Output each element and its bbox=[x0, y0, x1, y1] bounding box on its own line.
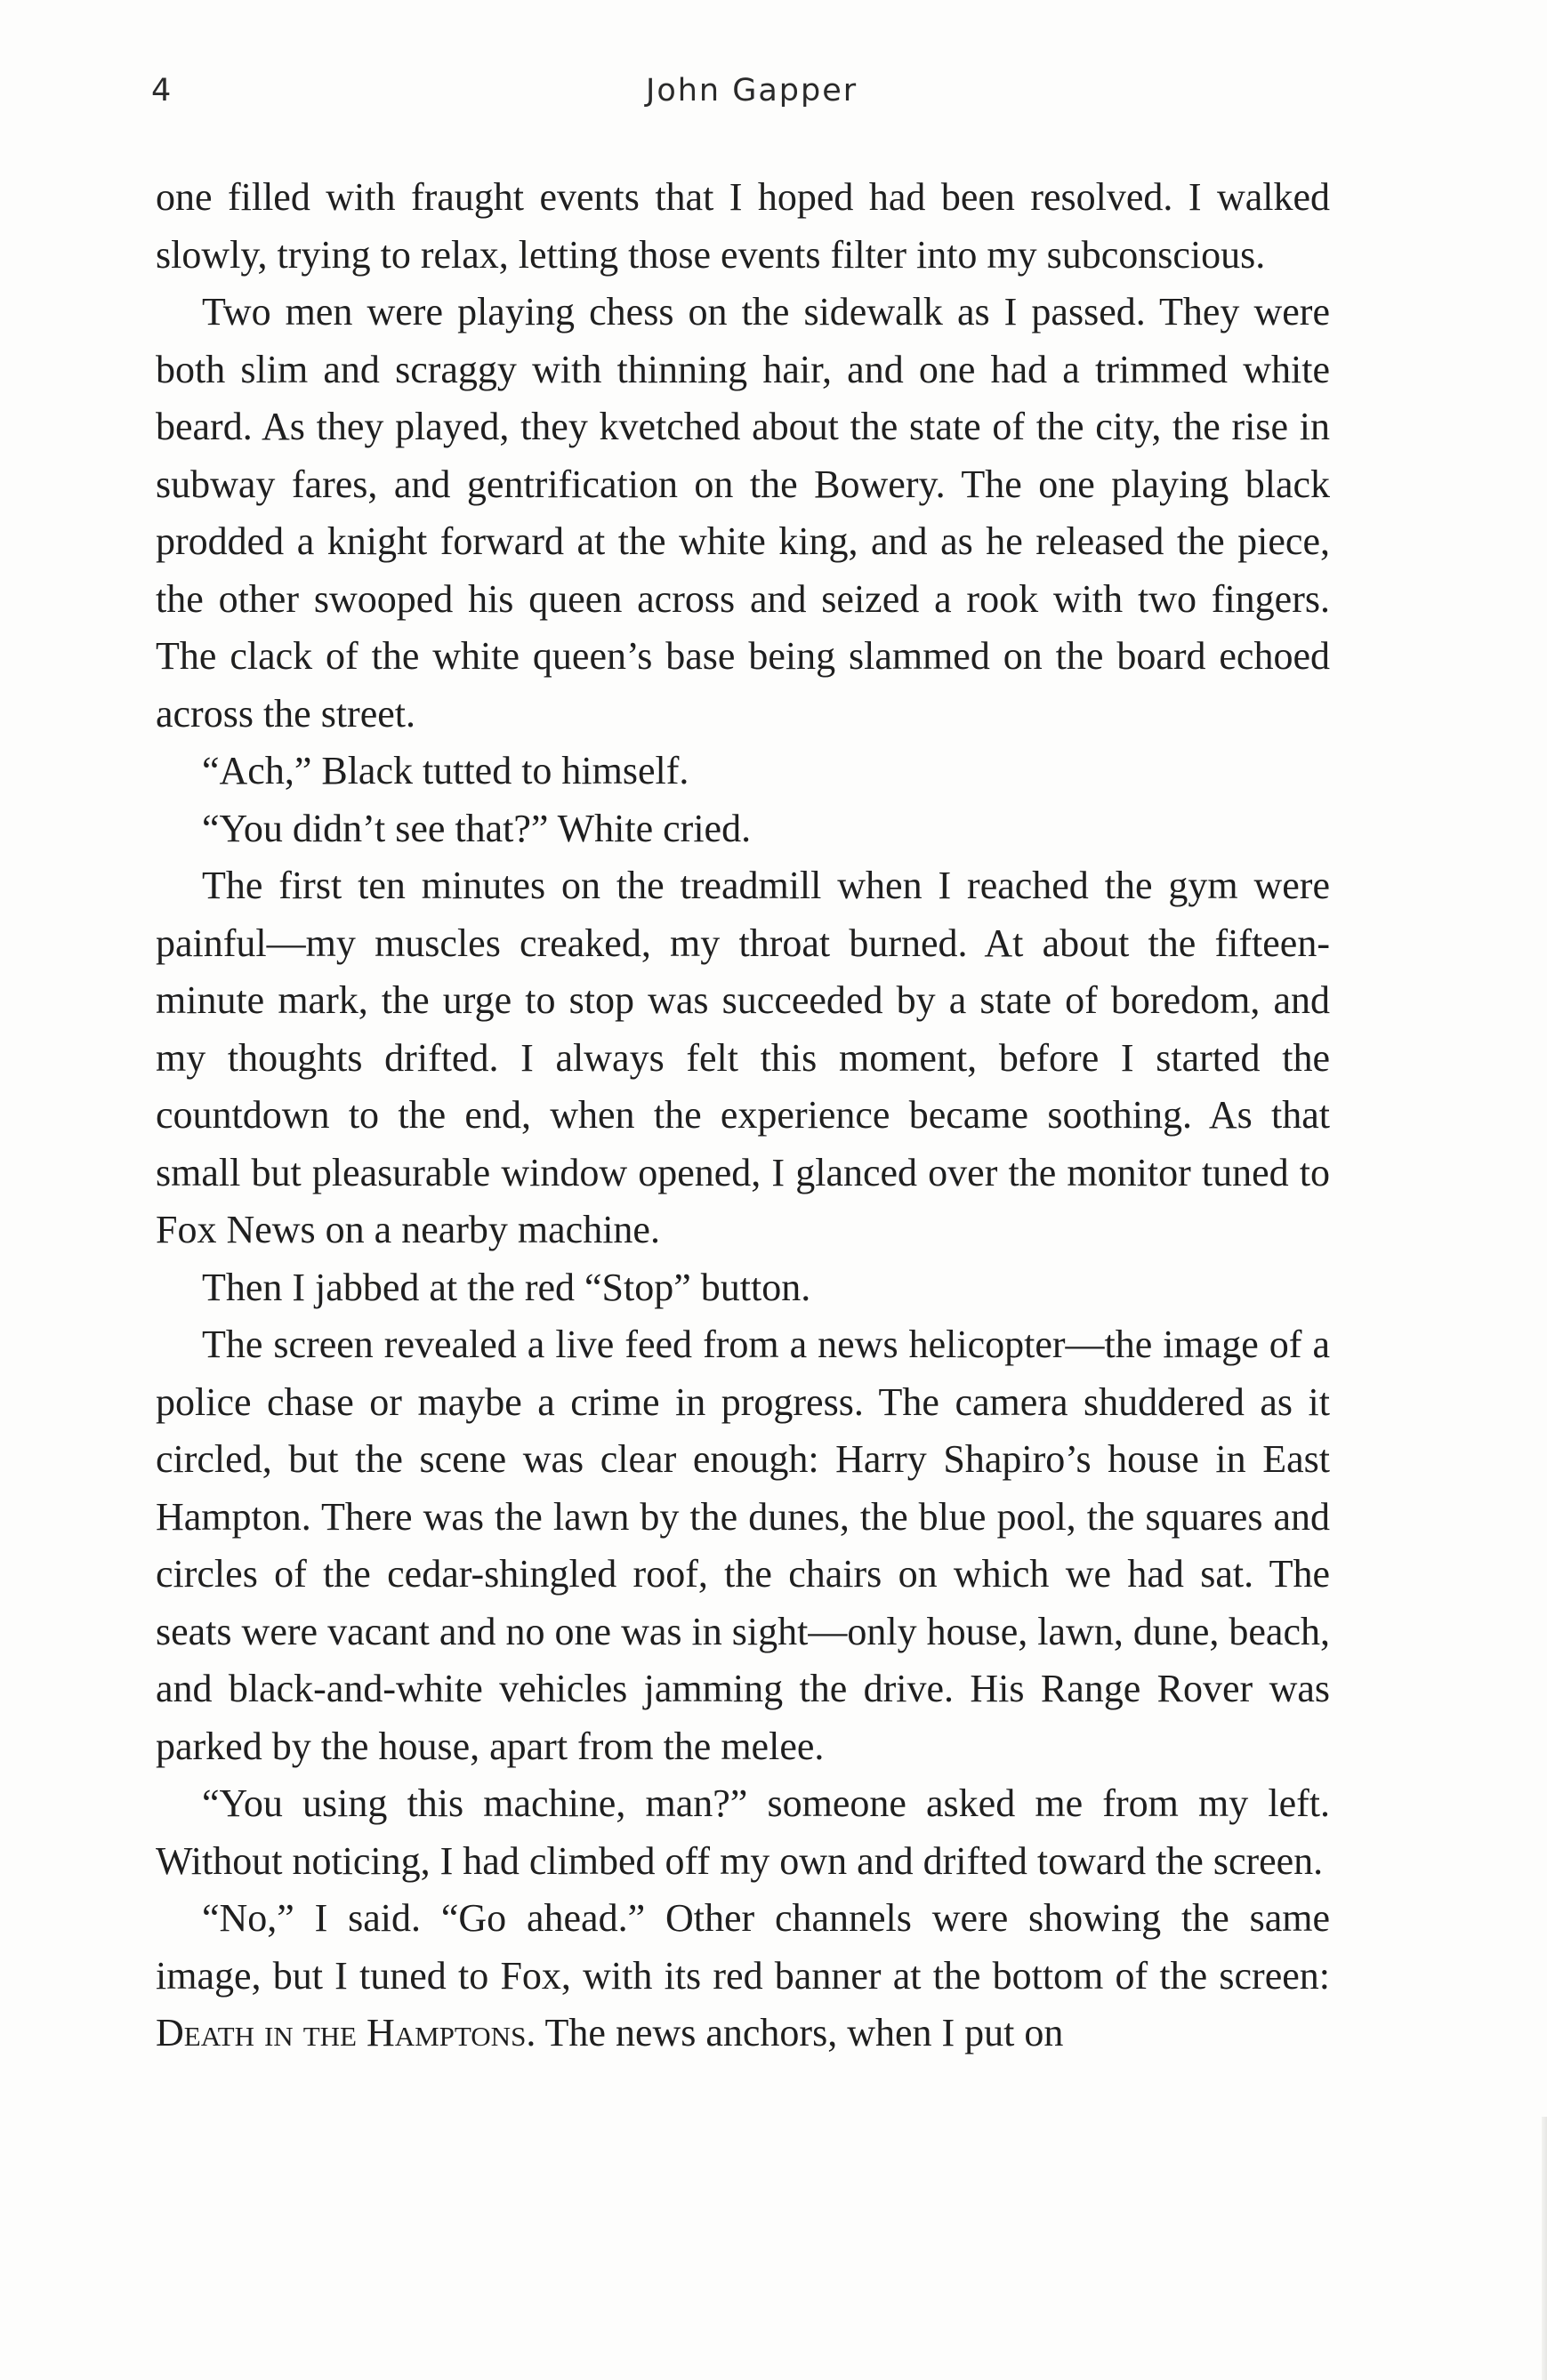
paragraph-6: Then I jabbed at the red “Stop” button. bbox=[202, 1265, 811, 1309]
paragraph-1: one filled with fraught events that I hoped had been resolved. I walked slowly, trying to relax, letting those events filter into my subconscious. bbox=[156, 175, 1330, 277]
running-head bbox=[0, 73, 1547, 117]
paragraph-8: “You using this machine, man?” someone asked me from my left. Without noticing, I had climbed off my own and drifted toward the screen. bbox=[156, 1781, 1330, 1883]
paragraph-7: The screen revealed a live feed from a news helicopter—the image of a police chase or maybe a crime in progress. The camera shuddered as it circled, but the scene was clear enough: Harry Shapiro’s house in East Hampton. There was the lawn by the dunes, the blue pool, the squares and circles of the cedar-shingled roof, the chairs on which we had sat. The seats were vacant and no one was in sight—only house, lawn, dune, beach, and black-and-white vehicles jamming the drive. His Range Rover was parked by the house, apart from the melee. bbox=[156, 1323, 1330, 1768]
paragraph-9 bbox=[156, 1890, 1330, 2062]
news-banner-text: Death in the Hamptons bbox=[156, 2011, 527, 2054]
paragraph-3: “Ach,” Black tutted to himself. bbox=[202, 749, 689, 792]
paragraph-9-start: “No,” I said. “Go ahead.” Other channels were showing the same image, but I tuned to Fox, with its red banner at the bottom of the screen: bbox=[156, 1896, 1330, 1998]
paragraph-2: Two men were playing chess on the sidewalk as I passed. They were both slim and scraggy with thinning hair, and one had a trimmed white beard. As they played, they kvetched about the state of the city, the rise in subway fares, and gentrification on the Bowery. The one playing black prodded a knight forward at the white king, and as he released the piece, the other swooped his queen across and seized a rook with two fingers. The clack of the white queen’s base being slammed on the board echoed across the street. bbox=[156, 290, 1330, 736]
paragraph-5: The first ten minutes on the treadmill when I reached the gym were painful—my muscles creaked, my throat burned. At about the fifteen-minute mark, the urge to stop was succeeded by a state of boredom, and my thoughts drifted. I always felt this moment, before I started the countdown to the end, when the experience became soothing. As that small but pleasurable window opened, I glanced over the monitor tuned to Fox News on a nearby machine. bbox=[156, 864, 1330, 1251]
page-number: 4 bbox=[151, 73, 173, 109]
running-title: John Gapper bbox=[646, 73, 858, 109]
paragraph-4: “You didn’t see that?” White cried. bbox=[202, 806, 752, 850]
paragraph-9-end: . The news anchors, when I put on bbox=[526, 2011, 1064, 2054]
page-edge-shadow bbox=[1542, 2117, 1547, 2380]
body-text bbox=[156, 169, 1330, 2062]
